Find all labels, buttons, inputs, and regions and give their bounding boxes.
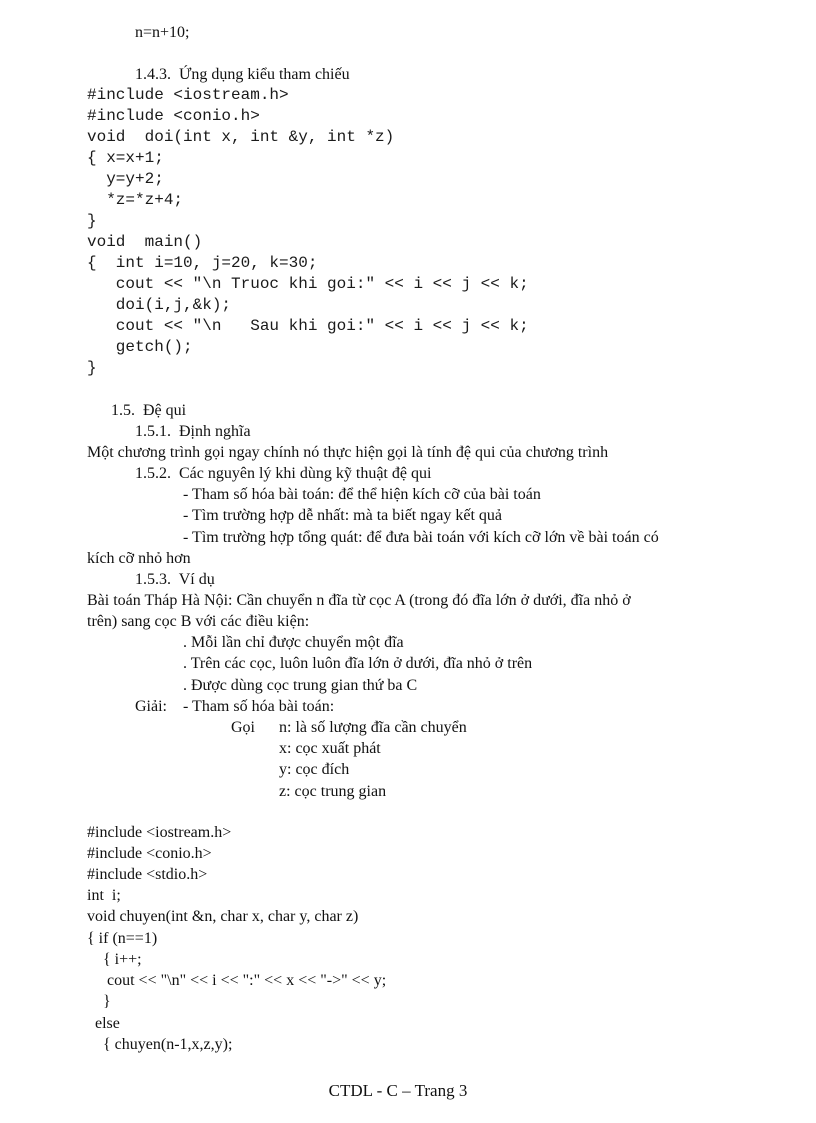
code-line: else	[87, 1015, 120, 1032]
param-item: y: cọc đích	[279, 761, 350, 778]
code-line: }	[87, 359, 97, 377]
code-line: { x=x+1;	[87, 149, 164, 167]
code-line: { if (n==1)	[87, 930, 158, 947]
heading-1-4-3: 1.4.3. Ứng dụng kiểu tham chiếu	[135, 66, 350, 83]
definition-paragraph: Một chương trình gọi ngay chính nó thực hiện gọi là tính đệ qui của chương trình	[87, 444, 609, 461]
param-item: z: cọc trung gian	[279, 783, 387, 800]
code-line: void main()	[87, 233, 203, 251]
code-continuation-line: n=n+10;	[135, 24, 190, 41]
code-line: cout << "\n Sau khi goi:" << i << j << k;	[87, 317, 529, 335]
principle-item: - Tìm trường hợp tổng quát: để đưa bài toán với kích cỡ lớn về bài toán có	[183, 529, 659, 546]
heading-1-5-3: 1.5.3. Ví dụ	[135, 571, 215, 588]
condition-item: . Mỗi lần chỉ được chuyển một đĩa	[183, 634, 404, 651]
heading-1-5: 1.5. Đệ qui	[111, 402, 187, 419]
heading-1-5-1: 1.5.1. Định nghĩa	[135, 423, 251, 440]
code-line: y=y+2;	[87, 170, 164, 188]
principle-item: - Tìm trường hợp dễ nhất: mà ta biết ngay kết quả	[183, 507, 502, 524]
code-line: #include <iostream.h>	[87, 824, 232, 841]
condition-item: . Được dùng cọc trung gian thứ ba C	[183, 677, 418, 694]
code-line: #include <conio.h>	[87, 845, 212, 862]
problem-statement: Bài toán Tháp Hà Nội: Cần chuyển n đĩa từ cọc A (trong đó đĩa lớn ở dưới, đĩa nhỏ ở	[87, 592, 631, 609]
code-line: { i++;	[87, 951, 142, 968]
code-line: cout << "\n Truoc khi goi:" << i << j << k;	[87, 275, 529, 293]
page-footer: CTDL - C – Trang 3	[328, 1081, 468, 1100]
code-line: cout << "\n" << i << ":" << x << "->" << y;	[87, 972, 387, 989]
param-item: x: cọc xuất phát	[279, 740, 381, 757]
code-line: doi(i,j,&k);	[87, 296, 232, 314]
code-line: #include <iostream.h>	[87, 86, 289, 104]
code-line: void doi(int x, int &y, int *z)	[87, 128, 395, 146]
code-line: void chuyen(int &n, char x, char y, char z)	[87, 908, 359, 925]
code-line: }	[87, 993, 111, 1010]
solution-label: Giải:	[135, 698, 167, 715]
code-line: int i;	[87, 887, 121, 904]
solution-step: - Tham số hóa bài toán:	[183, 698, 335, 715]
code-line: getch();	[87, 338, 193, 356]
code-line: #include <conio.h>	[87, 107, 260, 125]
param-item: n: là số lượng đĩa cần chuyển	[279, 719, 467, 736]
problem-statement-cont: trên) sang cọc B với các điều kiện:	[87, 613, 310, 630]
goi-label: Gọi	[231, 719, 255, 736]
principle-item: - Tham số hóa bài toán: để thể hiện kích cỡ của bài toán	[183, 486, 541, 503]
code-line: }	[87, 212, 97, 230]
heading-1-5-2: 1.5.2. Các nguyên lý khi dùng kỹ thuật đệ qui	[135, 465, 432, 482]
code-line: *z=*z+4;	[87, 191, 184, 209]
principle-continuation: kích cỡ nhỏ hơn	[87, 550, 191, 567]
code-line: { int i=10, j=20, k=30;	[87, 254, 318, 272]
condition-item: . Trên các cọc, luôn luôn đĩa lớn ở dưới, đĩa nhỏ ở trên	[183, 655, 533, 672]
code-line: #include <stdio.h>	[87, 866, 208, 883]
code-line: { chuyen(n-1,x,z,y);	[87, 1036, 233, 1053]
